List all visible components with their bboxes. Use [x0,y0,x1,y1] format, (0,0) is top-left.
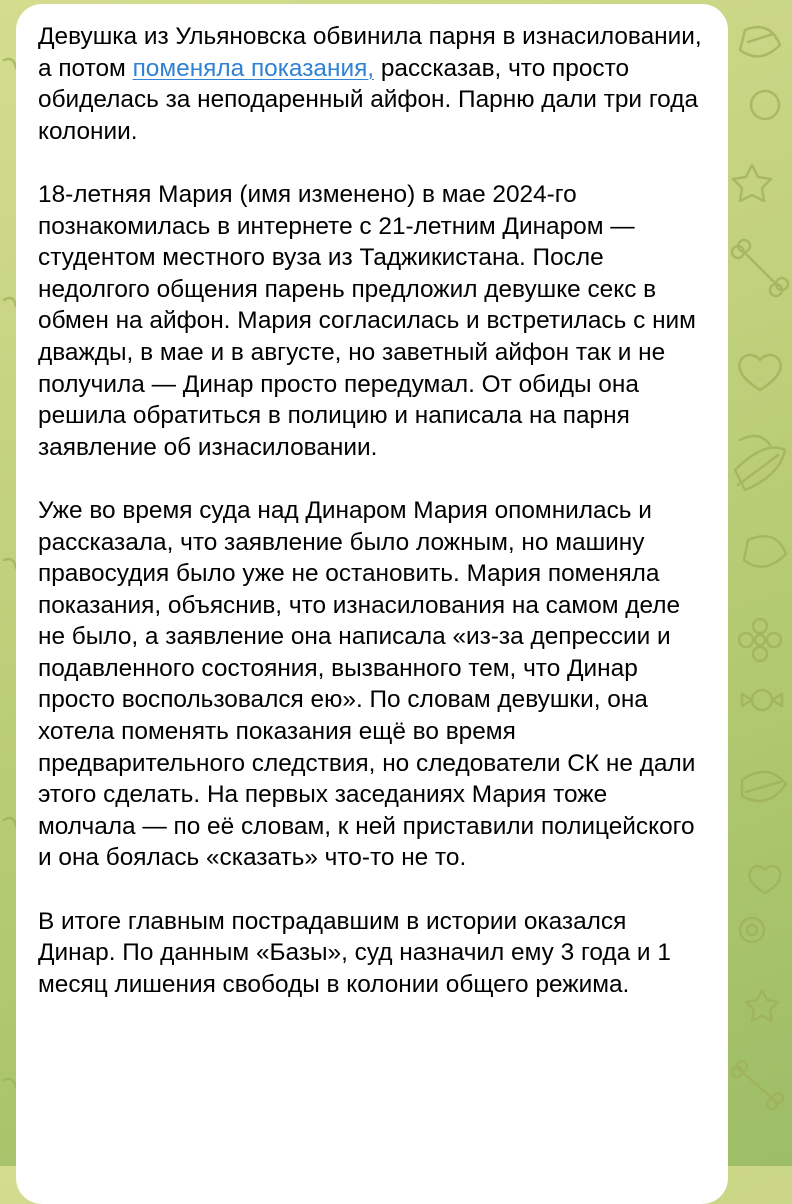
circle-icon [740,918,764,942]
bone-icon [732,1061,783,1109]
candy-icon [742,690,782,710]
paragraph-1-text-end: рассказав, что просто обиделась за неподаренный айфон. Парню дали три года колонии. [38,54,699,145]
star-icon [746,990,778,1021]
message-paragraph-3: Уже во время суда над Динаром Мария опомнилась и рассказала, что заявление было ложным, но машину правосудия было уже не остановить. Мария поменяла показания, объяснив, что изнасилования на самом деле не было, а заявление она написала «из-за депрессии и подавленного состояния, вызванного тем, что Динар просто воспользовался ею». По словам девушки, она хотела поменять показания ещё во время предварительного следствия, но следователи СК не дали этого сделать. На первых заседаниях Мария тоже молчала — по её словам, к ней приставили полицейского и она боялась «сказать» что-то не то. [38,496,696,872]
leaf-icon [740,27,780,56]
heart-icon [750,866,781,893]
statement-change-link[interactable]: поменяла показания, [132,54,375,82]
bone-icon [732,240,788,296]
leaf-icon [744,536,786,567]
flower-icon [739,619,781,661]
feather-icon [735,436,785,490]
circle-icon [751,91,779,119]
paragraph-1-text-start: Девушка из Ульяновска обвинила парня в изнасиловании, а потом [38,23,702,82]
heart-icon [739,355,780,390]
message-paragraph-1 [38,21,706,147]
star-icon [733,165,771,201]
leaf-icon [4,59,16,1088]
message-paragraph-4: В итоге главным пострадавшим в истории оказался Динар. По данным «Базы», суд назначил ему 3 года и 1 месяц лишения свободы в колонии общего режима. [38,907,671,998]
message-paragraph-2: 18-летняя Мария (имя изменено) в мае 2024-го познакомилась в интернете с 21-летним Динаром — студентом местного вуза из Таджикистана. После недолгого общения парень предложил девушке секс в обмен на айфон. Мария согласилась и встретилась с ним дважды, в мае и в августе, но заветный айфон так и не получила — Динар просто передумал. От обиды она решила обратиться в полицию и написала на парня заявление об изнасиловании. [38,180,696,461]
message-text [38,21,706,1000]
leaf-icon [742,772,786,801]
message-bubble [16,4,728,1204]
